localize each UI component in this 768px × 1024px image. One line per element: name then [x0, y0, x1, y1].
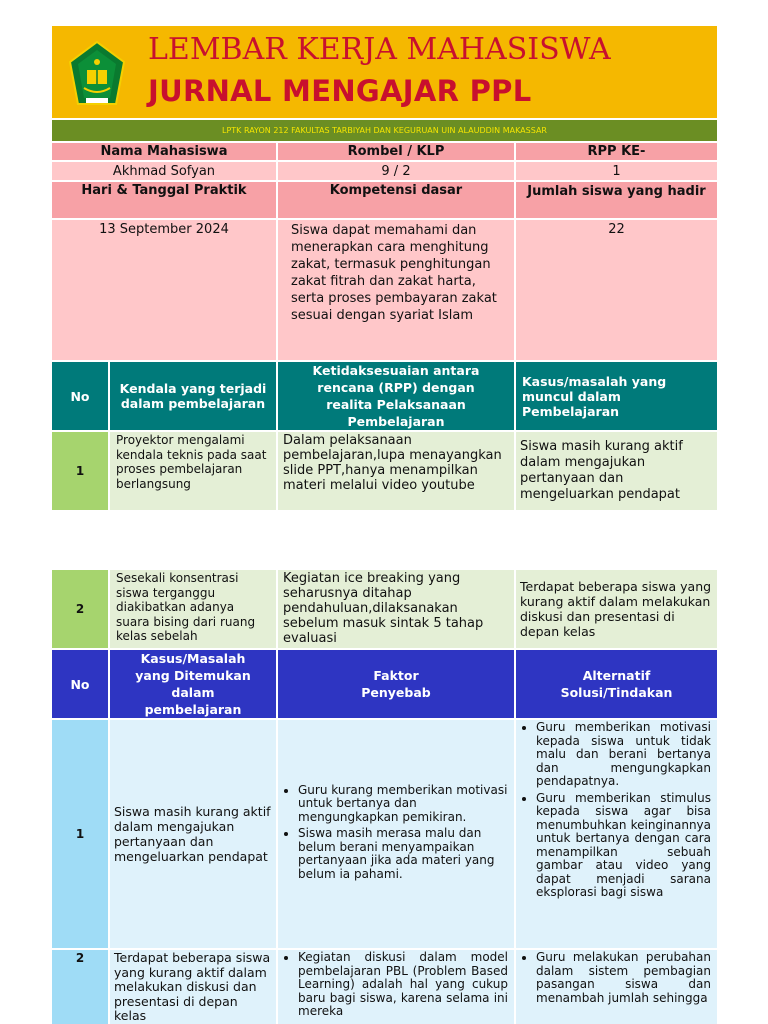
institution-bar: LPTK RAYON 212 FAKULTAS TARBIYAH DAN KEGURUAN UIN ALAUDDIN MAKASSAR [52, 120, 717, 141]
value-tanggal: 13 September 2024 [52, 220, 276, 360]
t2-row1-solusi [516, 720, 717, 948]
t1-row1-ketidaksesuaian: Dalam pelaksanaan pembelajaran,lupa menayangkan slide PPT,hanya menampilkan materi melalui video youtube [278, 432, 514, 510]
t1-header-no: No [52, 362, 108, 430]
list-item: • Guru kurang memberikan motivasi untuk bertanya dan mengungkapkan pemikiran. [298, 784, 508, 825]
list-item: • Guru memberikan motivasi kepada siswa untuk tidak malu dan berani bertanya dan mengungkapkan pendapatnya. [536, 721, 711, 789]
t1-row2-ketidaksesuaian: Kegiatan ice breaking yang seharusnya ditahap pendahuluan,dilaksanakan sebelum masuk sintak 5 tahap evaluasi [278, 570, 514, 648]
page-title: LEMBAR KERJA MAHASISWA [148, 32, 611, 67]
t2-header-no: No [52, 650, 108, 718]
page-subtitle: JURNAL MENGAJAR PPL [148, 74, 532, 108]
t2-row2-kasus: Terdapat beberapa siswa yang kurang aktif dalam melakukan diskusi dan presentasi di depan kelas [110, 950, 276, 1024]
t1-row1-no: 1 [52, 432, 108, 510]
t2-row2-faktor-list [278, 951, 508, 1019]
label-jumlah: Jumlah siswa yang hadir [516, 182, 717, 218]
list-item: • Siswa masih merasa malu dan belum berani menyampaikan pertanyaan jika ada materi yang belum ia pahami. [298, 827, 508, 881]
value-kompetensi: Siswa dapat memahami dan menerapkan cara menghitung zakat, termasuk penghitungan zakat fitrah dan zakat harta, serta proses pembayaran zakat sesuai dengan syariat Islam [278, 220, 514, 360]
t2-row1-solusi-list [516, 721, 711, 900]
value-nama: Akhmad Sofyan [52, 162, 276, 180]
t2-header-solusi: Alternatif Solusi/Tindakan [516, 650, 717, 718]
value-rpp: 1 [516, 162, 717, 180]
value-jumlah: 22 [516, 220, 717, 360]
t2-row2-faktor [278, 950, 514, 1024]
list-item: • Guru memberikan stimulus kepada siswa agar bisa menumbuhkan keinginannya untuk bertanya dengan cara menampilkan sebuah gambar atau video yang dapat menjadi sarana eksplorasi bagi siswa [536, 792, 711, 900]
t2-row2-no: 2 [52, 950, 108, 1024]
list-item: • Guru melakukan perubahan dalam sistem pembagian pasangan siswa dan menambah jumlah sehingga [536, 951, 711, 1005]
t2-row2-solusi-list [516, 951, 711, 1005]
label-nama: Nama Mahasiswa [52, 143, 276, 160]
label-rpp: RPP KE- [516, 143, 717, 160]
t1-row2-no: 2 [52, 570, 108, 648]
t2-row1-kasus: Siswa masih kurang aktif dalam mengajukan pertanyaan dan mengeluarkan pendapat [110, 720, 276, 948]
label-kompetensi: Kompetensi dasar [278, 182, 514, 218]
t1-header-kendala: Kendala yang terjadi dalam pembelajaran [110, 362, 276, 430]
t1-header-kasus: Kasus/masalah yang muncul dalam Pembelajaran [516, 362, 717, 430]
t2-header-faktor: Faktor Penyebab [278, 650, 514, 718]
t2-row2-solusi [516, 950, 717, 1024]
label-tanggal: Hari & Tanggal Praktik [52, 182, 276, 218]
kemenag-emblem-icon [66, 40, 128, 112]
value-rombel: 9 / 2 [278, 162, 514, 180]
t2-header-kasus: Kasus/Masalah yang Ditemukan dalam pembelajaran [110, 650, 276, 718]
t2-row1-faktor [278, 720, 514, 948]
t2-row1-no: 1 [52, 720, 108, 948]
t1-header-ketidaksesuaian: Ketidaksesuaian antara rencana (RPP) dengan realita Pelaksanaan Pembelajaran [278, 362, 514, 430]
t1-row2-kendala: Sesekali konsentrasi siswa terganggu diakibatkan adanya suara bising dari ruang kelas sebelah [110, 570, 276, 648]
t1-row2-kasus: Terdapat beberapa siswa yang kurang aktif dalam melakukan diskusi dan presentasi di depan kelas [516, 570, 717, 648]
label-rombel: Rombel / KLP [278, 143, 514, 160]
list-item: • Kegiatan diskusi dalam model pembelajaran PBL (Problem Based Learning) adalah hal yang cukup baru bagi siswa, karena selama ini mereka [298, 951, 508, 1019]
t1-row1-kasus: Siswa masih kurang aktif dalam mengajukan pertanyaan dan mengeluarkan pendapat [516, 432, 717, 510]
t1-row1-kendala: Proyektor mengalami kendala teknis pada saat proses pembelajaran berlangsung [110, 432, 276, 510]
t2-row1-faktor-list [278, 784, 508, 885]
